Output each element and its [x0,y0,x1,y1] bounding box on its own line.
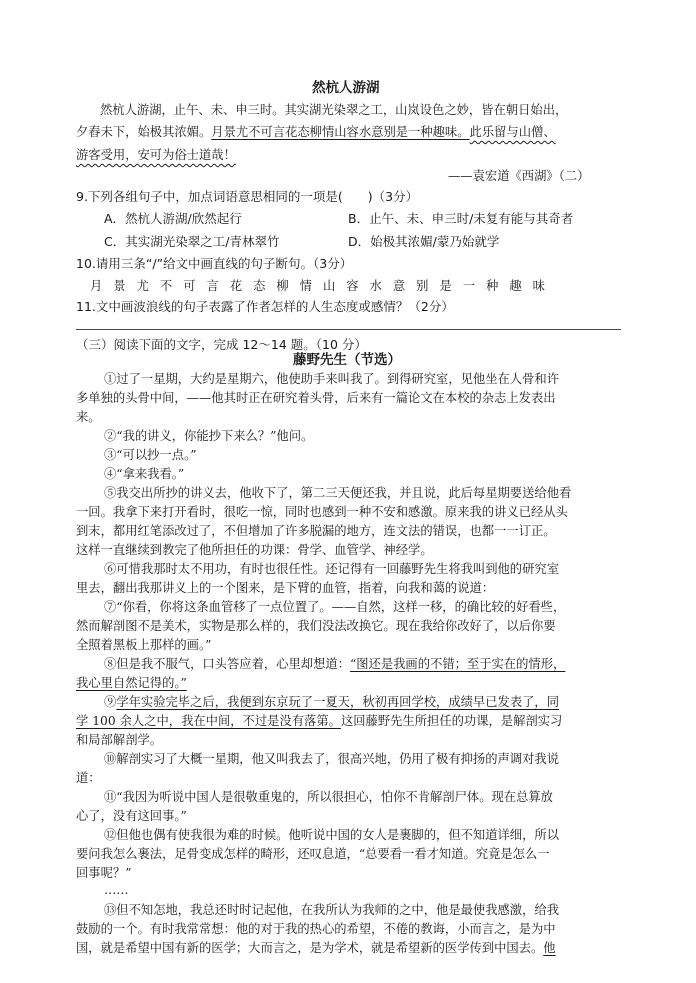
q10-sentence: 月景尤不可言花态柳情山容水意别是一种趣味 [90,279,556,293]
straight-underlined-sentence: 月景尤不可言花态柳情山容水意别是一种趣味。 [211,125,470,139]
para-5-line-1: ⑤我交出所抄的讲义去，他收下了，第二三天便还我，并且说，此后每星期要送给他看 [104,486,572,500]
para-13-underlined-tail: 他 [543,941,556,955]
poem-line-1: 然杭人游湖，止午、未、申三时。其实湖光染翠之工，山岚设色之妙，皆在朝日始出， [100,103,568,117]
para-11-line-2: 心了，没有这回事。” [76,809,187,823]
para-1-line-3: 来。 [76,410,101,424]
para-6-line-1: ⑥可惜我那时太不用功，有时也很任性。还记得有一回藤野先生将我叫到他的研究室 [104,562,559,576]
poem-line-2: 夕舂未下，始极其浓媚。月景尤不可言花态柳情山容水意别是一种趣味。此乐留与山僧、 [76,125,556,139]
para-13-line-2: 鼓励的一个。有时我常常想：他的对于我的热心的希望，不倦的教诲，小而言之，是为中 [76,922,556,936]
para-11-line-1: ⑪“我因为听说中国人是很敬重鬼的，所以很担心，怕你不肯解剖尸体。现在总算放 [104,790,553,804]
para-9-line-3: 和局部解剖学。 [76,733,163,747]
q9-option-a: A．然杭人游湖/欣然起行 [104,211,242,226]
para-8-underlined-2: 我心里自然记得的。” [76,676,187,690]
para-12-line-3: 回事呢？” [76,866,132,880]
poem-title: 然杭人游湖 [312,80,380,96]
para-10-line-2: 道： [76,771,101,785]
poem-line-3 [76,145,236,165]
para-7-line-1: ⑦“你看，你将这条血管移了一点位置了。——自然，这样一移，的确比较的好看些， [104,600,566,614]
question-9-stem: 9.下列各组句子中，加点词语意思相同的一项是( )（3分） [76,189,419,204]
para-1-line-2: 多单独的头骨中间，——他其时正在研究着头骨，后来有一篇论文在本校的杂志上发表出 [76,391,556,405]
para-12-line-2: 要问我怎么裹法，足骨变成怎样的畸形，还叹息道，“总要看一看才知道。究竟是怎么一 [76,847,550,861]
para-9-underlined-2: 学 100 余人之中，我在中间，不过是没有落第。 [76,714,341,728]
para-8-line-1: ⑧但是我不服气，口头答应着，心里却想道：“图还是我画的不错；至于实在的情形， [104,657,566,671]
para-10-line-1: ⑩解剖实习了大概一星期，他又叫我去了，很高兴地，仍用了极有抑扬的声调对我说 [104,752,559,766]
wavy-underlined-sentence-start: 此乐留与山僧、 [469,125,556,139]
question-10-stem: 10.请用三条“/”给文中画直线的句子断句。（3分） [76,256,353,271]
para-6-line-2: 里去，翻出我那讲义上的一个图来，是下臂的血管，指着，向我和蔼的说道： [76,581,495,595]
para-5-line-3: 到末，都用红笔添改过了，不但增加了许多脱漏的地方，连文法的错误，也都一一订正。 [76,524,556,538]
para-12-line-1: ⑫但他也偶有使我很为难的时候。他听说中国的女人是裹脚的，但不知道详细，所以 [104,828,559,842]
para-9-underlined-1: 学年实验完毕之后，我便到东京玩了一夏天，秋初再回学校，成绩早已发表了，同 [116,695,560,709]
para-5-line-2: 一回。我拿下来打开看时，很吃一惊，同时也感到一种不安和感激。原来我的讲义已经从头 [76,505,568,519]
q9-option-b: B．止午、未、申三时/未复有能与其奇者 [348,211,574,226]
para-2: ②“我的讲义，你能抄下来么？”他问。 [104,429,314,443]
para-5-line-4: 这样一直继续到教完了他所担任的功课：骨学、血管学、神经学。 [76,543,433,557]
q9-option-d: D．始极其浓媚/蒙乃始就学 [348,234,500,249]
para-13-line-3: 国，就是希望中国有新的医学；大而言之，是为学术，就是希望新的医学传到中国去。他 [76,941,556,955]
para-4: ④“拿来我看。” [104,467,185,481]
para-9-line-1: ⑨学年实验完毕之后，我便到东京玩了一夏天，秋初再回学校，成绩早已发表了，同 [104,695,560,709]
para-8-line-2 [76,673,187,693]
para-7-line-2: 然而解剖图不是美术，实物是那么样的，我们没法改换它。现在我给你改好了，以后你要 [76,619,556,633]
q9-option-c: C．其实湖光染翠之工/青林翠竹 [104,234,280,249]
section-3-heading: （三）阅读下面的文字，完成 12～14 题。（10 分） [76,337,367,352]
poem-source: ——袁宏道《西湖》（二） [448,169,590,183]
section-divider [76,329,621,330]
passage-title: 藤野先生（节选） [293,352,401,368]
para-9-line-2: 学 100 余人之中，我在中间，不过是没有落第。这回藤野先生所担任的功课，是解剖实习 [76,714,563,728]
wavy-underlined-sentence-end: 游客受用，安可为俗士道哉！ [76,148,236,162]
ellipsis: …… [104,883,129,897]
para-3: ③“可以抄一点。” [104,448,197,462]
para-7-line-3: 全照着黑板上那样的画。” [76,638,212,652]
para-13-line-1: ⑬但不知怎地，我总还时时记起他，在我所认为我师的之中，他是最使我感激，给我 [104,903,559,917]
para-8-underlined-1: “图还是我画的不错；至于实在的情形， [349,657,566,671]
para-1-line-1: ①过了一星期，大约是星期六，他使助手来叫我了。到得研究室，见他坐在人骨和许 [104,372,559,386]
question-11-stem: 11.文中画波浪线的句子表露了作者怎样的人生态度或感情？（2分） [76,299,454,314]
